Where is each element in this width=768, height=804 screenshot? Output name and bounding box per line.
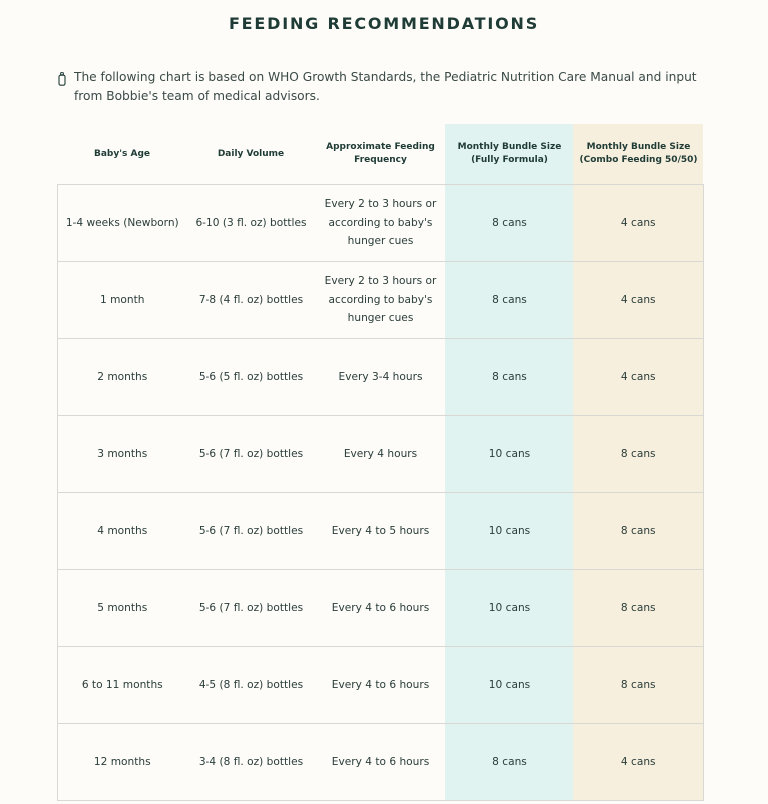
header-formula: Monthly Bundle Size (Fully Formula) [457,142,562,165]
cell-age: 5 months [58,570,187,647]
table-row [58,493,704,570]
cell-combo: 4 cans [574,262,704,339]
cell-formula: 10 cans [446,647,574,724]
cell-frequency: Every 4 to 6 hours [316,647,446,724]
cell-volume: 5-6 (7 fl. oz) bottles [187,416,316,493]
cell-frequency: Every 2 to 3 hours or according to baby's hunger cues [316,185,446,262]
cell-age: 6 to 11 months [58,647,187,724]
header-frequency: Approximate Feeding Frequency [326,142,435,165]
cell-volume: 5-6 (7 fl. oz) bottles [187,493,316,570]
cell-frequency: Every 4 to 5 hours [316,493,446,570]
cell-volume: 7-8 (4 fl. oz) bottles [187,262,316,339]
cell-combo: 4 cans [574,724,704,801]
cell-volume: 4-5 (8 fl. oz) bottles [187,647,316,724]
cell-formula: 8 cans [446,185,574,262]
cell-frequency: Every 3-4 hours [316,339,446,416]
table-header-row [58,124,704,185]
cell-combo: 8 cans [574,570,704,647]
cell-combo: 8 cans [574,493,704,570]
cell-formula: 8 cans [446,262,574,339]
cell-combo: 8 cans [574,647,704,724]
bottle-icon [58,71,66,85]
cell-formula: 10 cans [446,493,574,570]
cell-age: 1-4 weeks (Newborn) [58,185,187,262]
table-row [58,570,704,647]
cell-formula: 8 cans [446,339,574,416]
cell-age: 1 month [58,262,187,339]
cell-age: 4 months [58,493,187,570]
header-volume: Daily Volume [217,148,285,159]
header-age: Baby's Age [94,148,150,159]
cell-age: 3 months [58,416,187,493]
table-row [58,416,704,493]
page-title: FEEDING RECOMMENDATIONS [228,14,540,33]
table-row [58,647,704,724]
cell-combo: 4 cans [574,185,704,262]
cell-formula: 10 cans [446,416,574,493]
cell-frequency: Every 4 to 6 hours [316,724,446,801]
cell-frequency: Every 4 to 6 hours [316,570,446,647]
cell-age: 12 months [58,724,187,801]
header-combo: Monthly Bundle Size (Combo Feeding 50/50) [579,142,698,165]
table-row [58,339,704,416]
feeding-table [57,124,704,801]
cell-volume: 5-6 (7 fl. oz) bottles [187,570,316,647]
cell-volume: 5-6 (5 fl. oz) bottles [187,339,316,416]
cell-frequency: Every 4 hours [316,416,446,493]
table-row [58,724,704,801]
table-row [58,262,704,339]
source-note-text: The following chart is based on WHO Growth Standards, the Pediatric Nutrition Care Manual and input from Bobbie's team of medical advisors. [74,70,697,103]
cell-formula: 8 cans [446,724,574,801]
cell-volume: 3-4 (8 fl. oz) bottles [187,724,316,801]
cell-formula: 10 cans [446,570,574,647]
cell-combo: 8 cans [574,416,704,493]
cell-age: 2 months [58,339,187,416]
table-row [58,185,704,262]
cell-volume: 6-10 (3 fl. oz) bottles [187,185,316,262]
source-note [58,68,718,106]
cell-combo: 4 cans [574,339,704,416]
cell-frequency: Every 2 to 3 hours or according to baby's hunger cues [316,262,446,339]
